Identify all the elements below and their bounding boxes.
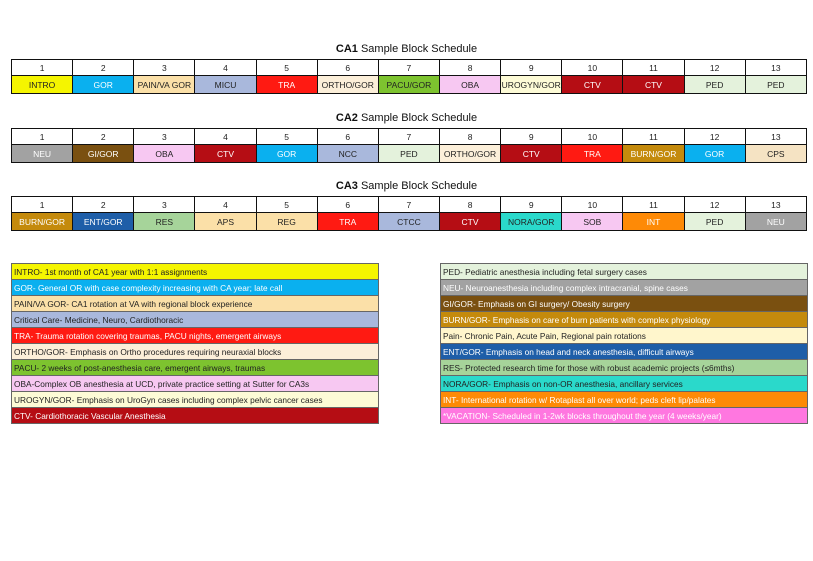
legend-item: OBA-Complex OB anesthesia at UCD, private practice setting at Sutter for CA3s [12,376,379,392]
block-number: 13 [745,60,806,76]
block-rotation: BURN/GOR [623,145,684,163]
block-number: 9 [501,129,562,145]
block-rotation: TRA [317,213,378,231]
block-rotation: ORTHO/GOR [439,145,500,163]
block-number: 2 [73,197,134,213]
block-rotation: UROGYN/GOR [501,76,562,94]
legend-item: CTV- Cardiothoracic Vascular Anesthesia [12,408,379,424]
block-number: 11 [623,197,684,213]
block-rotation: NEU [12,145,73,163]
block-number: 12 [684,129,745,145]
block-rotation: NEU [745,213,806,231]
block-number: 1 [12,129,73,145]
legend-item: GI/GOR- Emphasis on GI surgery/ Obesity surgery [441,296,808,312]
block-rotation: PED [684,213,745,231]
block-number: 7 [378,129,439,145]
legend-item: RES- Protected research time for those with robust academic projects (≤6mths) [441,360,808,376]
block-number: 2 [73,60,134,76]
block-number: 5 [256,129,317,145]
block-rotation: PED [378,145,439,163]
block-rotation: REG [256,213,317,231]
block-rotation: INT [623,213,684,231]
block-rotation: CTCC [378,213,439,231]
block-rotation: PED [745,76,806,94]
block-number: 1 [12,197,73,213]
block-number: 4 [195,197,256,213]
block-number: 11 [623,60,684,76]
block-rotation: GI/GOR [73,145,134,163]
legend-item: BURN/GOR- Emphasis on care of burn patients with complex physiology [441,312,808,328]
legend-item: GOR- General OR with case complexity increasing with CA year; late call [12,280,379,296]
ca2-title: CA2 Sample Block Schedule [335,112,478,124]
legend-right [440,263,808,424]
block-rotation: MICU [195,76,256,94]
block-number: 8 [439,60,500,76]
ca3-title: CA3 Sample Block Schedule [335,180,478,192]
block-number: 6 [317,60,378,76]
block-number: 4 [195,129,256,145]
ca2-schedule-table [11,128,807,163]
block-number: 10 [562,197,623,213]
block-rotation: CPS [745,145,806,163]
block-rotation: INTRO [12,76,73,94]
block-number: 3 [134,129,195,145]
block-number: 12 [684,60,745,76]
block-number: 6 [317,197,378,213]
block-rotation: PED [684,76,745,94]
block-rotation: SOB [562,213,623,231]
legend-item: ORTHO/GOR- Emphasis on Ortho procedures requiring neuraxial blocks [12,344,379,360]
block-number: 10 [562,60,623,76]
legend-item: INTRO- 1st month of CA1 year with 1:1 assignments [12,264,379,280]
block-rotation: PAIN/VA GOR [134,76,195,94]
block-rotation: BURN/GOR [12,213,73,231]
block-rotation: CTV [562,76,623,94]
block-rotation: TRA [562,145,623,163]
block-number: 8 [439,197,500,213]
block-rotation: OBA [439,76,500,94]
block-rotation: CTV [439,213,500,231]
block-number: 4 [195,60,256,76]
block-rotation: GOR [73,76,134,94]
block-number: 2 [73,129,134,145]
block-number: 11 [623,129,684,145]
block-number: 1 [12,60,73,76]
block-number: 5 [256,197,317,213]
ca1-title: CA1 Sample Block Schedule [335,43,478,55]
block-rotation: NORA/GOR [501,213,562,231]
block-number: 5 [256,60,317,76]
legend-left [11,263,379,424]
block-rotation: ENT/GOR [73,213,134,231]
block-rotation: TRA [256,76,317,94]
block-rotation: NCC [317,145,378,163]
legend-item: TRA- Trauma rotation covering traumas, PACU nights, emergent airways [12,328,379,344]
block-rotation: CTV [501,145,562,163]
legend-item: INT- International rotation w/ Rotaplast all over world; peds cleft lip/palates [441,392,808,408]
legend-item: NEU- Neuroanesthesia including complex intracranial, spine cases [441,280,808,296]
block-rotation: GOR [256,145,317,163]
block-number: 7 [378,60,439,76]
legend-item: PAIN/VA GOR- CA1 rotation at VA with regional block experience [12,296,379,312]
block-rotation: APS [195,213,256,231]
block-number: 3 [134,60,195,76]
block-rotation: CTV [623,76,684,94]
block-rotation: ORTHO/GOR [317,76,378,94]
legend-item: ENT/GOR- Emphasis on head and neck anesthesia, difficult airways [441,344,808,360]
block-number: 13 [745,129,806,145]
block-number: 6 [317,129,378,145]
block-rotation: OBA [134,145,195,163]
block-number: 8 [439,129,500,145]
legend-item: Pain- Chronic Pain, Acute Pain, Regional pain rotations [441,328,808,344]
ca1-schedule-table [11,59,807,94]
legend-item: *VACATION- Scheduled in 1-2wk blocks throughout the year (4 weeks/year) [441,408,808,424]
legend-item: Critical Care- Medicine, Neuro, Cardiothoracic [12,312,379,328]
legend-item: UROGYN/GOR- Emphasis on UroGyn cases including complex pelvic cancer cases [12,392,379,408]
block-number: 7 [378,197,439,213]
block-rotation: RES [134,213,195,231]
block-number: 3 [134,197,195,213]
block-number: 13 [745,197,806,213]
block-rotation: GOR [684,145,745,163]
ca3-schedule-table [11,196,807,231]
block-number: 12 [684,197,745,213]
block-number: 9 [501,197,562,213]
legend-item: PACU- 2 weeks of post-anesthesia care, emergent airways, traumas [12,360,379,376]
block-number: 10 [562,129,623,145]
block-rotation: PACU/GOR [378,76,439,94]
block-rotation: CTV [195,145,256,163]
block-number: 9 [501,60,562,76]
legend-item: NORA/GOR- Emphasis on non-OR anesthesia, ancillary services [441,376,808,392]
legend-item: PED- Pediatric anesthesia including fetal surgery cases [441,264,808,280]
